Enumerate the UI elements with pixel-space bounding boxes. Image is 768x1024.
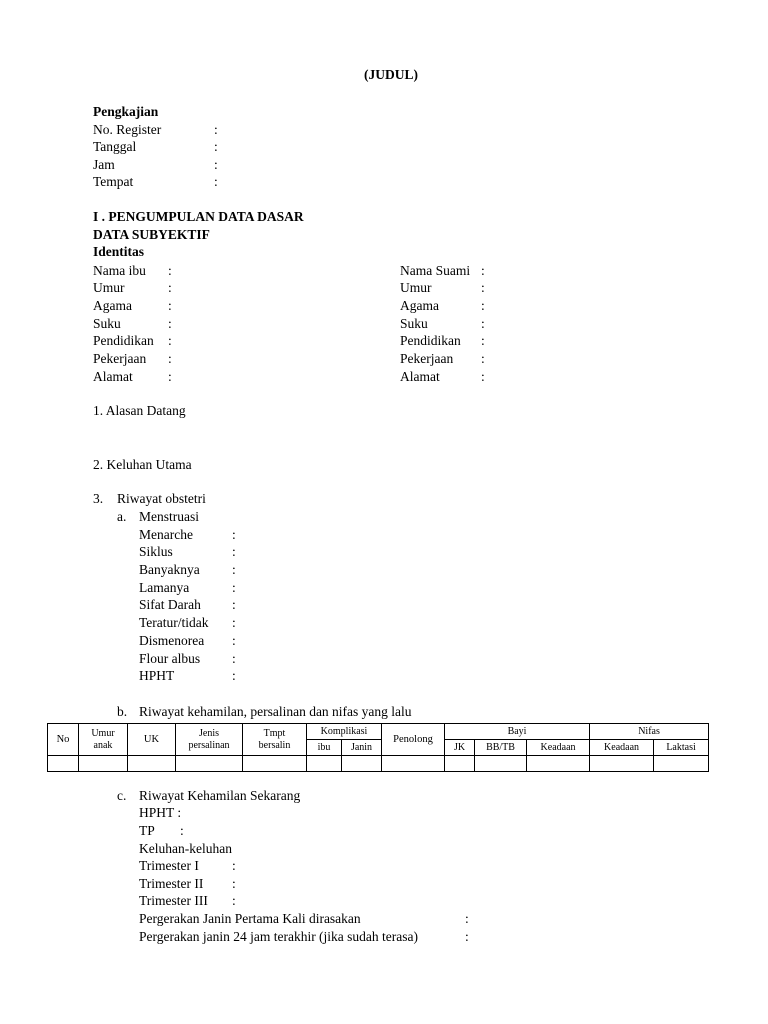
field-colon: : [481, 369, 485, 384]
header-penolong: Penolong [382, 724, 445, 756]
table-cell [527, 756, 590, 772]
field-trimester: Trimester I [139, 858, 199, 873]
header-jk: JK [445, 740, 475, 756]
table-cell [342, 756, 382, 772]
pregnancy-history-table [47, 723, 709, 772]
field-colon: : [168, 280, 172, 295]
field-colon: : [214, 122, 218, 137]
ibu-field-nama: Nama ibu [93, 263, 146, 278]
field-pergerakan-pertama: Pergerakan Janin Pertama Kali dirasakan [139, 911, 361, 926]
field-colon: : [232, 597, 236, 612]
table-cell [307, 756, 342, 772]
suami-field-pekerjaan: Pekerjaan [400, 351, 454, 366]
field-colon: : [232, 580, 236, 595]
field-colon: : [481, 280, 485, 295]
field-trimester: Trimester II [139, 876, 204, 891]
field-colon: : [232, 615, 236, 630]
identitas-heading: Identitas [93, 244, 145, 259]
section-heading: I . PENGUMPULAN DATA DASAR [93, 209, 304, 224]
menstruasi-field: Menarche [139, 527, 193, 542]
field-colon: : [232, 562, 236, 577]
subitem-label: c. [117, 788, 127, 803]
section-subheading: DATA SUBYEKTIF [93, 227, 210, 242]
header-bayi: Bayi [445, 724, 590, 740]
ibu-field-pendidikan: Pendidikan [93, 333, 154, 348]
field-colon: : [232, 876, 236, 891]
table-cell [382, 756, 445, 772]
suami-field-alamat: Alamat [400, 369, 440, 384]
field-colon: : [168, 263, 172, 278]
item-riwayat-obstetri: Riwayat obstetri [117, 491, 206, 506]
suami-field-suku: Suku [400, 316, 428, 331]
header-laktasi: Laktasi [654, 740, 709, 756]
field-colon: : [214, 157, 218, 172]
suami-field-agama: Agama [400, 298, 439, 313]
table-cell [243, 756, 307, 772]
field-colon: : [481, 316, 485, 331]
subitem-label: b. [117, 704, 128, 719]
header-keadaan-nifas: Keadaan [590, 740, 654, 756]
field-colon: : [168, 369, 172, 384]
menstruasi-field: Lamanya [139, 580, 190, 595]
header-tmpt-bersalin: Tmpt bersalin [243, 724, 307, 756]
header-nifas: Nifas [590, 724, 709, 740]
field-colon: : [168, 333, 172, 348]
field-label-no-register: No. Register [93, 122, 162, 137]
table-cell [445, 756, 475, 772]
header-keadaan-bayi: Keadaan [527, 740, 590, 756]
field-colon: : [465, 929, 469, 944]
field-pergerakan-24-jam: Pergerakan janin 24 jam terakhir (jika sudah terasa) [139, 929, 419, 944]
table-cell [48, 756, 79, 772]
field-colon: : [214, 174, 218, 189]
header-uk: UK [128, 724, 176, 756]
menstruasi-field: Dismenorea [139, 633, 205, 648]
field-colon: : [481, 333, 485, 348]
header-komplikasi: Komplikasi [307, 724, 382, 740]
ibu-field-agama: Agama [93, 298, 132, 313]
table-cell [654, 756, 709, 772]
pengkajian-heading: Pengkajian [93, 104, 159, 119]
suami-field-pendidikan: Pendidikan [400, 333, 461, 348]
field-label-tempat: Tempat [93, 174, 134, 189]
menstruasi-field: HPHT [139, 668, 175, 683]
menstruasi-field: Flour albus [139, 651, 201, 666]
table-cell [128, 756, 176, 772]
field-trimester: Trimester III [139, 893, 208, 908]
suami-field-nama: Nama Suami [400, 263, 471, 278]
table-cell [475, 756, 527, 772]
field-colon: : [180, 823, 184, 838]
field-colon: : [168, 298, 172, 313]
subitem-riwayat-kehamilan-sekarang: Riwayat Kehamilan Sekarang [139, 788, 301, 803]
item-number: 3. [93, 491, 104, 506]
subitem-menstruasi: Menstruasi [139, 509, 199, 524]
field-tp: TP [139, 823, 155, 838]
field-colon: : [481, 263, 485, 278]
field-colon: : [168, 351, 172, 366]
table-cell [79, 756, 128, 772]
field-colon: : [232, 633, 236, 648]
header-umur-anak: Umur anak [79, 724, 128, 756]
field-colon: : [232, 668, 236, 683]
header-ibu: ibu [307, 740, 342, 756]
field-colon: : [232, 651, 236, 666]
ibu-field-pekerjaan: Pekerjaan [93, 351, 147, 366]
table-cell [590, 756, 654, 772]
field-colon: : [214, 139, 218, 154]
subitem-riwayat-kehamilan-lalu: Riwayat kehamilan, persalinan dan nifas yang lalu [139, 704, 412, 719]
table-cell [176, 756, 243, 772]
field-colon: : [232, 544, 236, 559]
header-no: No [48, 724, 79, 756]
item-keluhan-utama: 2. Keluhan Utama [93, 457, 192, 472]
ibu-field-alamat: Alamat [93, 369, 133, 384]
menstruasi-field: Siklus [139, 544, 173, 559]
field-label-tanggal: Tanggal [93, 139, 137, 154]
table-row [48, 756, 709, 772]
header-jenis-persalinan: Jenis persalinan [176, 724, 243, 756]
field-hpht: HPHT : [139, 805, 182, 820]
header-janin: Janin [342, 740, 382, 756]
field-colon: : [232, 893, 236, 908]
field-colon: : [481, 298, 485, 313]
document-title: (JUDUL) [364, 67, 418, 82]
menstruasi-field: Teratur/tidak [139, 615, 209, 630]
field-label-jam: Jam [93, 157, 115, 172]
field-keluhan-keluhan: Keluhan-keluhan [139, 841, 232, 856]
field-colon: : [232, 527, 236, 542]
item-alasan-datang: 1. Alasan Datang [93, 403, 186, 418]
field-colon: : [232, 858, 236, 873]
menstruasi-field: Sifat Darah [139, 597, 201, 612]
field-colon: : [465, 911, 469, 926]
ibu-field-suku: Suku [93, 316, 121, 331]
field-colon: : [481, 351, 485, 366]
menstruasi-field: Banyaknya [139, 562, 200, 577]
subitem-label: a. [117, 509, 127, 524]
header-bb-tb: BB/TB [475, 740, 527, 756]
ibu-field-umur: Umur [93, 280, 125, 295]
field-colon: : [168, 316, 172, 331]
suami-field-umur: Umur [400, 280, 432, 295]
